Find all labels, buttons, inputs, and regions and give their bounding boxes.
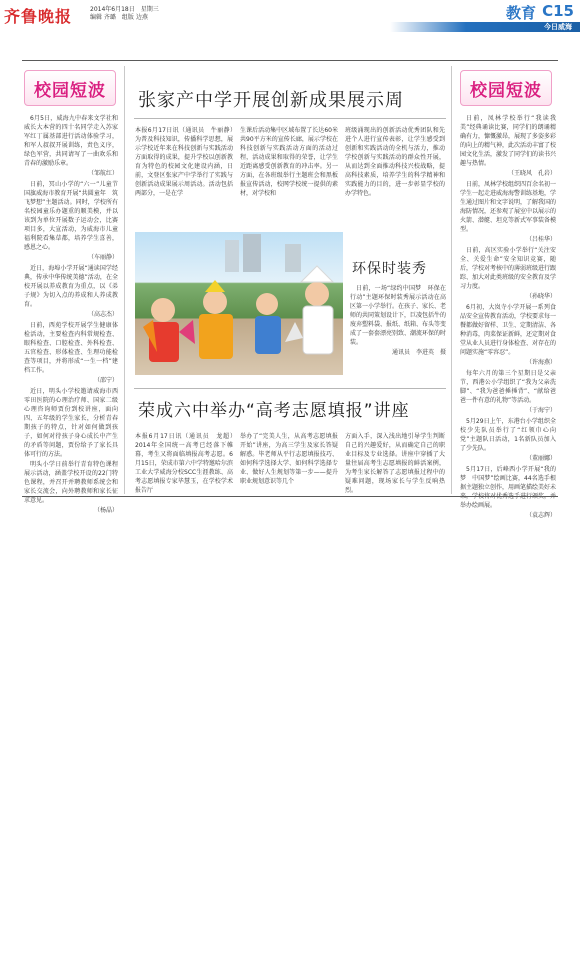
news-signature: （邹航红） [87,170,118,177]
masthead [0,0,580,52]
news-signature: （于海宁） [525,407,556,414]
news-item: 近日，明头小学校邀请威海市西零田医院的心理治疗师、国家二级心理咨询师贾份到校讲座，面向四、五年级的学生家长，分析青春期孩子的特点，针对如何做到孩子，如何对待孩子身心成长中产生的矛盾等问题，贾份给予了家长具体可行的方法。 [24,388,118,458]
news-item: 5月29日上午，东港台小学组织全校少先队员举行了“红领巾心向党”主题队日活动，1名新队员加入了少先队。 [460,418,556,452]
article2-body [350,284,446,359]
news-item: 日前，高区实验小学举行“关注安全、关爱生命”安全知识竞赛，随后，学校对考核中的薄弱班级进行跟踪、加大对此类班级的安全教育及学习力度。 [460,247,557,290]
news-signature: （车丽静） [87,254,118,261]
editors-line: 编辑 齐璐 组版 边燕 [90,14,148,21]
article1-rule [134,118,446,119]
news-item: 日前，凤林学校组织四百余名初一学生一起走进威海海警训练基地，学生通过图片和文字说明，了解我国的海防情况，还参观了展室中以展示的火箭、潜艇、坦克等新式军事装备模型。 [460,181,557,233]
edition-label: 今日威海 [544,23,572,31]
photo-illustration [135,232,343,375]
newspaper-logo: 齐鲁晚报 [4,7,73,26]
article1-col3: 班级涌现出的创新活动优秀团队和先进个人进行宣传表彰，让学生感受到创新和实践活动的全机与活力，推动学校创新与实践活动的群众性开展，从而达到全面推动科技兴校战略，提高科技素质，培养学生的科学精神和实践能力的目的，进一步彰显学校的办学特色。 [345,127,445,197]
article2-headline: 环保时装秀 [352,261,427,277]
news-signature: （许海燕） [525,359,556,366]
news-signature: （邵宁） [93,377,118,384]
news-item: 5月17日，后峰西小学开展“我的梦 中国梦”绘画比赛，44名选手根据主题独立创作，用画笔描绘美好未 举办绘画展。 [460,466,557,509]
news-item: 明头小学日前举行青育特色课程展示活动，涵盖学校开设的22门特色课程，并召开并聘教师系统会和家长交流会，向外聘教师和家长征求意见。 [24,461,118,504]
article3-col1: 本报6月17日讯（通讯员 龙超） 2014年全国统一高考已经落下帷幕，考生又将面临填报高考志愿。6月15日，荣成市第六中学特邀哈尔滨工业大学威海分校SCC生涯教练、高考志愿填报专家毕慧玉，在学校学术报告厅 [135,433,240,494]
top-rule [22,60,558,61]
article3-headline: 荣成六中举办“高考志愿填报”讲座 [138,401,410,421]
fashion-show-photo [135,232,343,375]
news-signature: （杨晶） [93,507,118,514]
news-item: 每年六月的第三个星期日是父亲节，西港公小学组织了“我为父亲洗脚”、“我为爸爸捶捶背”、“献给爸爸一件有意的礼物”等活动。 [460,370,556,404]
news-item: 6月5日，威海九中春来文学社和威长大本营的四十名同学走入苏家军红丁属基部进行活动体验学习，和军人叔叔开展训练，责色义序，绿色军营，共同请写了一曲欢乐和青春的激励乐章。 [24,115,118,167]
dateline [90,6,159,22]
badge-label: 校园短波 [34,80,106,101]
news-item: 日前，冥山小学的“六一”儿童节国旗威海市教育开展“共圆童年 筑飞梦想”主题活动。同时，学校所有名校园童乐办题重的顺美模，并以该到为单位开展数子运动会，比赛项目多，大宣活动，为威海市儿童福利院看集草都，培养学生喜善，感恩之心。 [24,181,118,251]
news-signature: （王晓风 孔岩） [507,170,556,177]
left-column-divider [124,66,125,494]
article3-top-rule [134,388,446,389]
article3-col2: 举办了“完美人生，从高考志愿填报开始”讲座，为高三学生及家长答疑解惑。毕老师从平行志愿填报技巧、如何科学选择大学、如何科学选择专业、做好人生规划等第一步——提升职业规划意识等几个 [240,433,338,485]
news-signature: （吕桂华） [525,236,556,243]
campus-news-badge-left [24,70,116,106]
article1-headline: 张家产中学开展创新成果展示周 [138,90,404,111]
article1-col1: 本报6月17日讯（通讯员 牛丽静） 为普及科技知识，传播科学思想，展示学校近年来在科技创新与实践活动方面取得的成果，提升学校以创新教育为特色的校园文化建设内涵，日前，文登区张家产中学举行了实践与创新活动成果展示周活动。活动包括两部分，一是在学 [135,127,240,197]
news-item: 日前，西苑学校开展学生健康体检活动，主要检查内科常规检查、眼科检查、口腔检查、外科检查、五官检查、形体检查、生理功能检查等项目，并将形成“一生一档”建档工作。 [24,322,118,374]
article3-col3: 方面入手，深入浅出地引导学生判断自己的兴趣爱好，从而确定自己的职业目标及专业选择。讲座中穿插了大量往届高考生志愿填报的鲜活案例，为考生家长解答了志愿填报过程中的疑难问题，现场家长与学生反响热烈。 [345,433,445,494]
article2-photo-credit: 通讯员 李进英 摄 [391,349,446,356]
issue-date: 2014年6月18日 星期三 [90,6,159,13]
article2-text: 日前，一场“绿约中国梦 环保在行动”主题环保时装秀展示活动在高区第一小学举行。在孩子、家长、老师的共同策划设计下，巨凌包括牛的废弃塑料袋、报纸、纸箱、布头等变成了一套套漂亮别致、潮流环保的时装。 [350,285,447,346]
left-news-column [24,114,118,517]
news-signature: （高志杰） [87,311,118,318]
news-item: 日前，凤林学校举行“我读我美”经典诵读比赛，同学们的朗诵精确有力，慷慨激昂，展现了多姿多彩的向上的精气神，此次活动丰富了校园文化生活，激发了同学们的读书兴趣与热情。 [460,115,557,167]
campus-news-badge-right [460,70,552,106]
news-signature: （孙晓华） [525,293,556,300]
news-item: 6月初，大岚寺小学开展一系列食品安全宣传教育活动，学校要求每一餐都做好留样、卫生、定期清洁、各种消毒，肉菜保证新鲜，还定期对食堂从业人员进行身体检查、对存在的问题实施“零容忍”。 [460,304,557,356]
bottom-rule [22,496,558,497]
badge-label: 校园短波 [470,80,542,101]
edition-ribbon [390,22,580,32]
right-column-divider [451,66,452,494]
right-news-column [460,114,556,522]
news-signature: （董丽娜） [525,455,556,462]
news-signature: （袁志辉） [525,512,556,519]
page-number: C15 [542,2,574,20]
news-item: 近日，海埠小学开展“通读国学经典，传承中华传统美德”活动，在全校开展以养成教育为重点，以《弟子规》为切入点的养成和人养成教育。 [24,265,118,308]
article1-col2: 生课后活动集中区域布置了长达60米共90平方米的宣传长廊，展示学校在科技创新与实践活动方面的活动过程，活动成果和取得的荣誉，让学生近距离感受创新教育的冲击率。另一方面，在各班级举行主题班会和黑板报宣传活动，校网学校统一提供的素材，对学校和 [240,127,338,197]
section-title: 教育 [505,4,536,22]
